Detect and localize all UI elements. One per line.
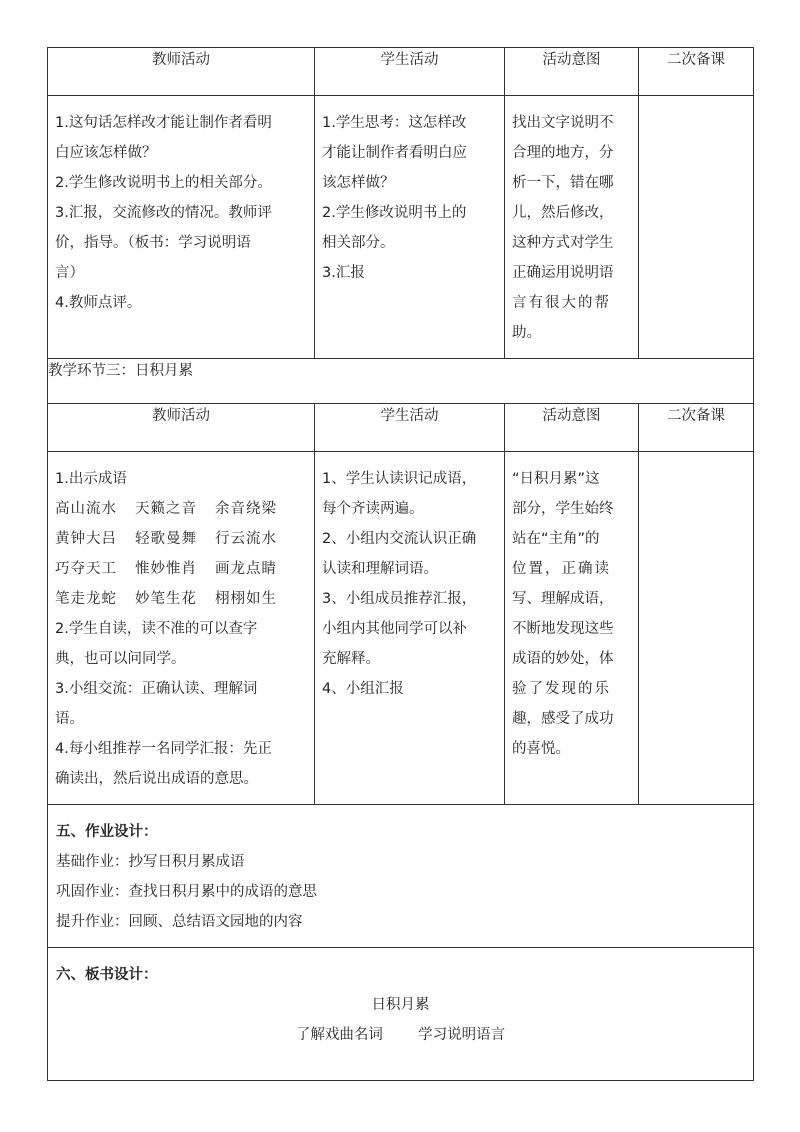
intent-line: 位置，正确读 xyxy=(512,561,611,577)
second-prep-cell xyxy=(639,452,754,805)
teacher-activity-cell xyxy=(48,452,315,805)
header-teacher-activity: 教师活动 xyxy=(48,48,315,96)
intent-line: 站在“主角”的 xyxy=(512,531,600,547)
header-second-prep: 二次备课 xyxy=(639,48,754,96)
student-line: 4、小组汇报 xyxy=(322,681,404,697)
teacher-line: 确读出，然后说出成语的意思。 xyxy=(55,771,258,787)
teacher-activity-cell xyxy=(48,96,315,359)
intent-line: “日积月累”这 xyxy=(512,471,600,487)
idiom: 笔走龙蛇 xyxy=(55,591,117,607)
teacher-line: 典，也可以问同学。 xyxy=(55,651,186,667)
table1-body-row xyxy=(48,96,754,359)
teacher-line: 3.小组交流：正确认读、理解词 xyxy=(55,681,258,697)
board-line2-left: 了解戏曲名词 xyxy=(295,1027,383,1043)
intent-line: 言有很大的帮 xyxy=(512,295,611,311)
student-line: 1.学生思考：这怎样改 xyxy=(322,115,467,131)
student-line: 小组内其他同学可以补 xyxy=(322,621,467,637)
intent-line: 儿，然后修改， xyxy=(512,205,614,221)
idiom: 余音绕梁 xyxy=(215,501,277,517)
student-line: 每个齐读两遍。 xyxy=(322,501,424,517)
intent-line: 不断地发现这些 xyxy=(512,621,614,637)
intent-line: 部分，学生始终 xyxy=(512,501,614,517)
teacher-intro: 1.出示成语 xyxy=(55,471,127,487)
idiom-row xyxy=(55,494,308,524)
intent-line: 验了发现的乐 xyxy=(512,681,611,697)
teacher-line: 4.每小组推荐一名同学汇报：先正 xyxy=(55,741,272,757)
intent-line: 成语的妙处，体 xyxy=(512,651,614,667)
intent-line: 合理的地方，分 xyxy=(512,145,614,161)
student-line: 1、学生认读识记成语， xyxy=(322,471,477,487)
teacher-line: 语。 xyxy=(55,711,84,727)
idiom: 轻歌曼舞 xyxy=(135,531,197,547)
board-row xyxy=(48,948,754,1081)
intent-line: 助。 xyxy=(512,325,541,341)
student-activity-cell xyxy=(315,96,505,359)
idiom: 画龙点睛 xyxy=(215,561,277,577)
student-activity-cell xyxy=(315,452,505,805)
student-line: 相关部分。 xyxy=(322,235,395,251)
teacher-line: 2.学生自读，读不准的可以查字 xyxy=(55,621,258,637)
homework-item: 基础作业：抄写日积月累成语 xyxy=(56,854,245,870)
homework-item: 提升作业：回顾、总结语文园地的内容 xyxy=(56,914,303,930)
homework-title: 五、作业设计： xyxy=(56,824,158,840)
second-prep-cell xyxy=(639,96,754,359)
intent-line: 找出文字说明不 xyxy=(512,115,614,131)
student-line: 该怎样做？ xyxy=(322,175,395,191)
idiom: 行云流水 xyxy=(215,531,277,547)
student-line: 3、小组成员推荐汇报， xyxy=(322,591,477,607)
idiom: 栩栩如生 xyxy=(215,591,277,607)
teacher-line: 言） xyxy=(55,265,84,281)
table2-header-row xyxy=(48,404,754,452)
homework-row xyxy=(48,805,754,948)
header-student-activity: 学生活动 xyxy=(315,404,505,452)
header-teacher-activity: 教师活动 xyxy=(48,404,315,452)
table1-header-row xyxy=(48,48,754,96)
idiom: 黄钟大吕 xyxy=(55,531,117,547)
header-second-prep: 二次备课 xyxy=(639,404,754,452)
activity-intent-cell xyxy=(505,96,639,359)
board-line2 xyxy=(56,1020,745,1050)
idiom-row xyxy=(55,554,308,584)
header-activity-intent: 活动意图 xyxy=(505,48,639,96)
board-line1: 日积月累 xyxy=(371,997,430,1013)
idiom: 天籁之音 xyxy=(135,501,197,517)
table2-body-row xyxy=(48,452,754,805)
idiom-row xyxy=(55,584,308,614)
lesson-plan-table xyxy=(47,47,754,1081)
intent-line: 这种方式对学生 xyxy=(512,235,614,251)
teacher-line: 3.汇报，交流修改的情况。教师评 xyxy=(55,205,272,221)
idiom: 巧夺天工 xyxy=(55,561,117,577)
teacher-line: 价，指导。（板书：学习说明语 xyxy=(55,235,251,251)
intent-line: 写、理解成语， xyxy=(512,591,614,607)
intent-line: 的喜悦。 xyxy=(512,741,570,757)
teacher-line: 1.这句话怎样改才能让制作者看明 xyxy=(55,115,272,131)
intent-line: 正确运用说明语 xyxy=(512,265,614,281)
intent-line: 析一下，错在哪 xyxy=(512,175,614,191)
student-line: 才能让制作者看明白应 xyxy=(322,145,467,161)
header-activity-intent: 活动意图 xyxy=(505,404,639,452)
homework-item: 巩固作业：查找日积月累中的成语的意思 xyxy=(56,884,317,900)
board-line2-right: 学习说明语言 xyxy=(418,1027,506,1043)
student-line: 2.学生修改说明书上的 xyxy=(322,205,467,221)
homework-cell xyxy=(48,805,754,948)
section3-row xyxy=(48,359,754,404)
board-title: 六、板书设计： xyxy=(56,967,158,983)
student-line: 充解释。 xyxy=(322,651,380,667)
idiom: 妙笔生花 xyxy=(135,591,197,607)
student-line: 2、小组内交流认识正确 xyxy=(322,531,477,547)
board-cell xyxy=(48,948,754,1081)
student-line: 认读和理解词语。 xyxy=(322,561,438,577)
idiom-row xyxy=(55,524,308,554)
header-student-activity: 学生活动 xyxy=(315,48,505,96)
teacher-line: 2.学生修改说明书上的相关部分。 xyxy=(55,175,272,191)
idiom: 高山流水 xyxy=(55,501,117,517)
student-line: 3.汇报 xyxy=(322,265,365,281)
teacher-line: 白应该怎样做？ xyxy=(55,145,157,161)
intent-line: 趣，感受了成功 xyxy=(512,711,614,727)
section3-title: 教学环节三：日积月累 xyxy=(48,359,754,404)
teacher-line: 4.教师点评。 xyxy=(55,295,142,311)
activity-intent-cell xyxy=(505,452,639,805)
idiom: 惟妙惟肖 xyxy=(135,561,197,577)
